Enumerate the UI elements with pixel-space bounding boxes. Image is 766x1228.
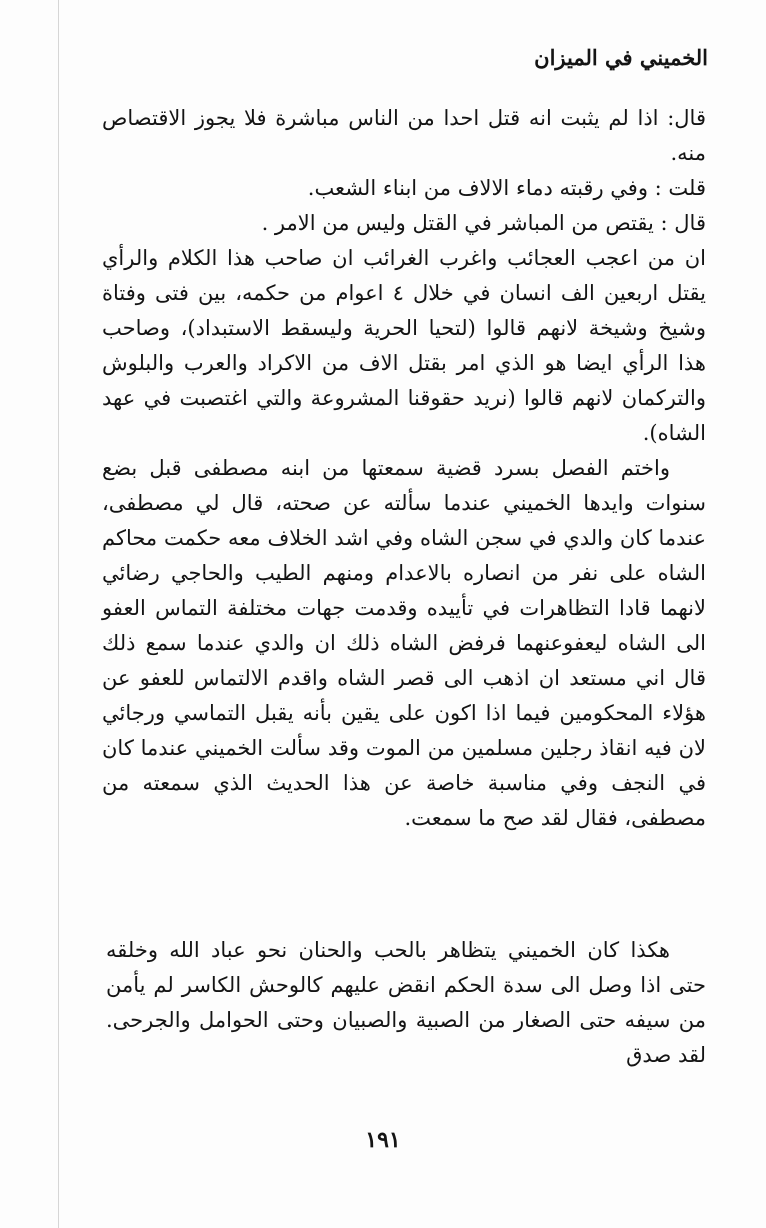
paragraph-closing: هكذا كان الخميني يتظاهر بالحب والحنان نحو عباد الله وخلقه حتى اذا وصل الى سدة الحكم انقض عليهم كالوحش الكاسر لم يأمن من سيفه حتى الصغار من الصبية والصبيان وحتى الحوامل والجرحى. لقد صدق <box>106 938 707 1067</box>
page-number: ١٩١ <box>365 1127 401 1153</box>
paragraph-2: قلت : وفي رقبته دماء الالاف من ابناء الشعب. <box>307 176 706 200</box>
paragraph-4: ان من اعجب العجائب واغرب الغرائب ان صاحب هذا الكلام والرأي يقتل اربعين الف انسان في خلال ٤ اعوام من حكمه، بين فتى وفتاة وشيخ وشيخة لانهم قالوا (لتحيا الحرية وليسقط الاستبداد)، وصاحب هذا الرأي ايضا هو الذي امر بقتل الاف من الاكراد والعرب والبلوش والتركمان لانهم قالوا (نريد حقوقنا المشروعة والتي اغتصبت في عهد الشاه). <box>102 246 706 445</box>
paragraph-5: واختم الفصل بسرد قضية سمعتها من ابنه مصطفى قبل بضع سنوات وايدها الخميني عندما سألته عن صحته، قال لي مصطفى، عندما كان والدي في سجن الشاه وفي اشد الخلاف معه حكمت محاكم الشاه على نفر من انصاره بالاعدام ومنهم الطيب والحاجي رضائي لانهما قادا التظاهرات في تأييده وقدمت جهات مختلفة التماس العفو الى الشاه ليعفوعنهما فرفض الشاه ذلك ان والدي عندما سمع ذلك قال اني مستعد ان اذهب الى قصر الشاه واقدم الالتماس للعفو عن هؤلاء المحكومين فيما اذا اكون على يقين بأنه يقبل التماسي ورجائي لان فيه انقاذ رجلين مسلمين من الموت وقد سألت الخميني عندما كان في النجف وفي مناسبة خاصة عن هذا الحديث الذي سمعته من مصطفى، فقال لقد صح ما سمعت. <box>102 456 706 830</box>
paragraph-3: قال : يقتص من المباشر في القتل وليس من الامر . <box>261 211 706 235</box>
gutter-line <box>58 0 59 1228</box>
running-head: الخميني في الميزان <box>534 45 708 70</box>
paragraph-1: قال: اذا لم يثبت انه قتل احدا من الناس مباشرة فلا يجوز الاقتصاص منه. <box>102 106 706 165</box>
closing-text <box>106 933 706 1073</box>
main-text <box>102 101 706 836</box>
